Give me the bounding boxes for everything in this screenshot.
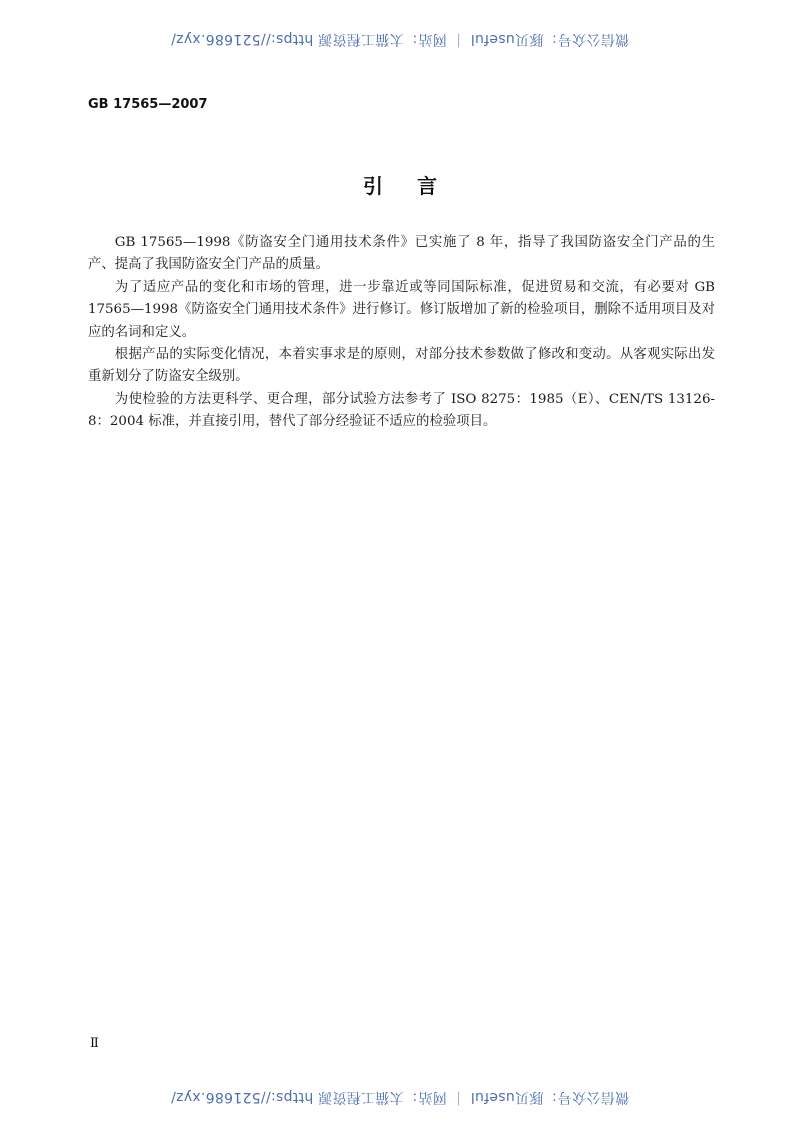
paragraph-2: 为了适应产品的变化和市场的管理，进一步靠近或等同国际标准，促进贸易和交流，有必要对 GB 17565—1998《防盗安全门通用技术条件》进行修订。修订版增加了新的检验项目，删除不适用项目及对应的名词和定义。 <box>88 279 715 340</box>
body-text <box>88 232 715 434</box>
watermark-top: 微信公众号：豚贝useful ｜ 网站：太猫工程资源 https://521686.xyz/ <box>170 31 630 47</box>
paragraph-3: 根据产品的实际变化情况，本着实事求是的原则，对部分技术参数做了修改和变动。从客观实际出发重新划分了防盗安全级别。 <box>88 347 715 385</box>
watermark-bottom: 微信公众号：豚贝useful ｜ 网站：太猫工程资源 https://521686.xyz/ <box>170 1089 630 1105</box>
paragraph-1: GB 17565—1998《防盗安全门通用技术条件》已实施了 8 年，指导了我国防盗安全门产品的生产、提高了我国防盗安全门产品的质量。 <box>88 235 715 273</box>
standard-code: GB 17565—2007 <box>88 97 208 112</box>
section-title: 引言 <box>363 174 471 198</box>
paragraph-4: 为使检验的方法更科学、更合理，部分试验方法参考了 ISO 8275：1985（E）、CEN/TS 13126-8：2004 标准，并直接引用，替代了部分经验证不适应的检验项目。 <box>88 391 715 430</box>
page-number: Ⅱ <box>90 1036 99 1051</box>
